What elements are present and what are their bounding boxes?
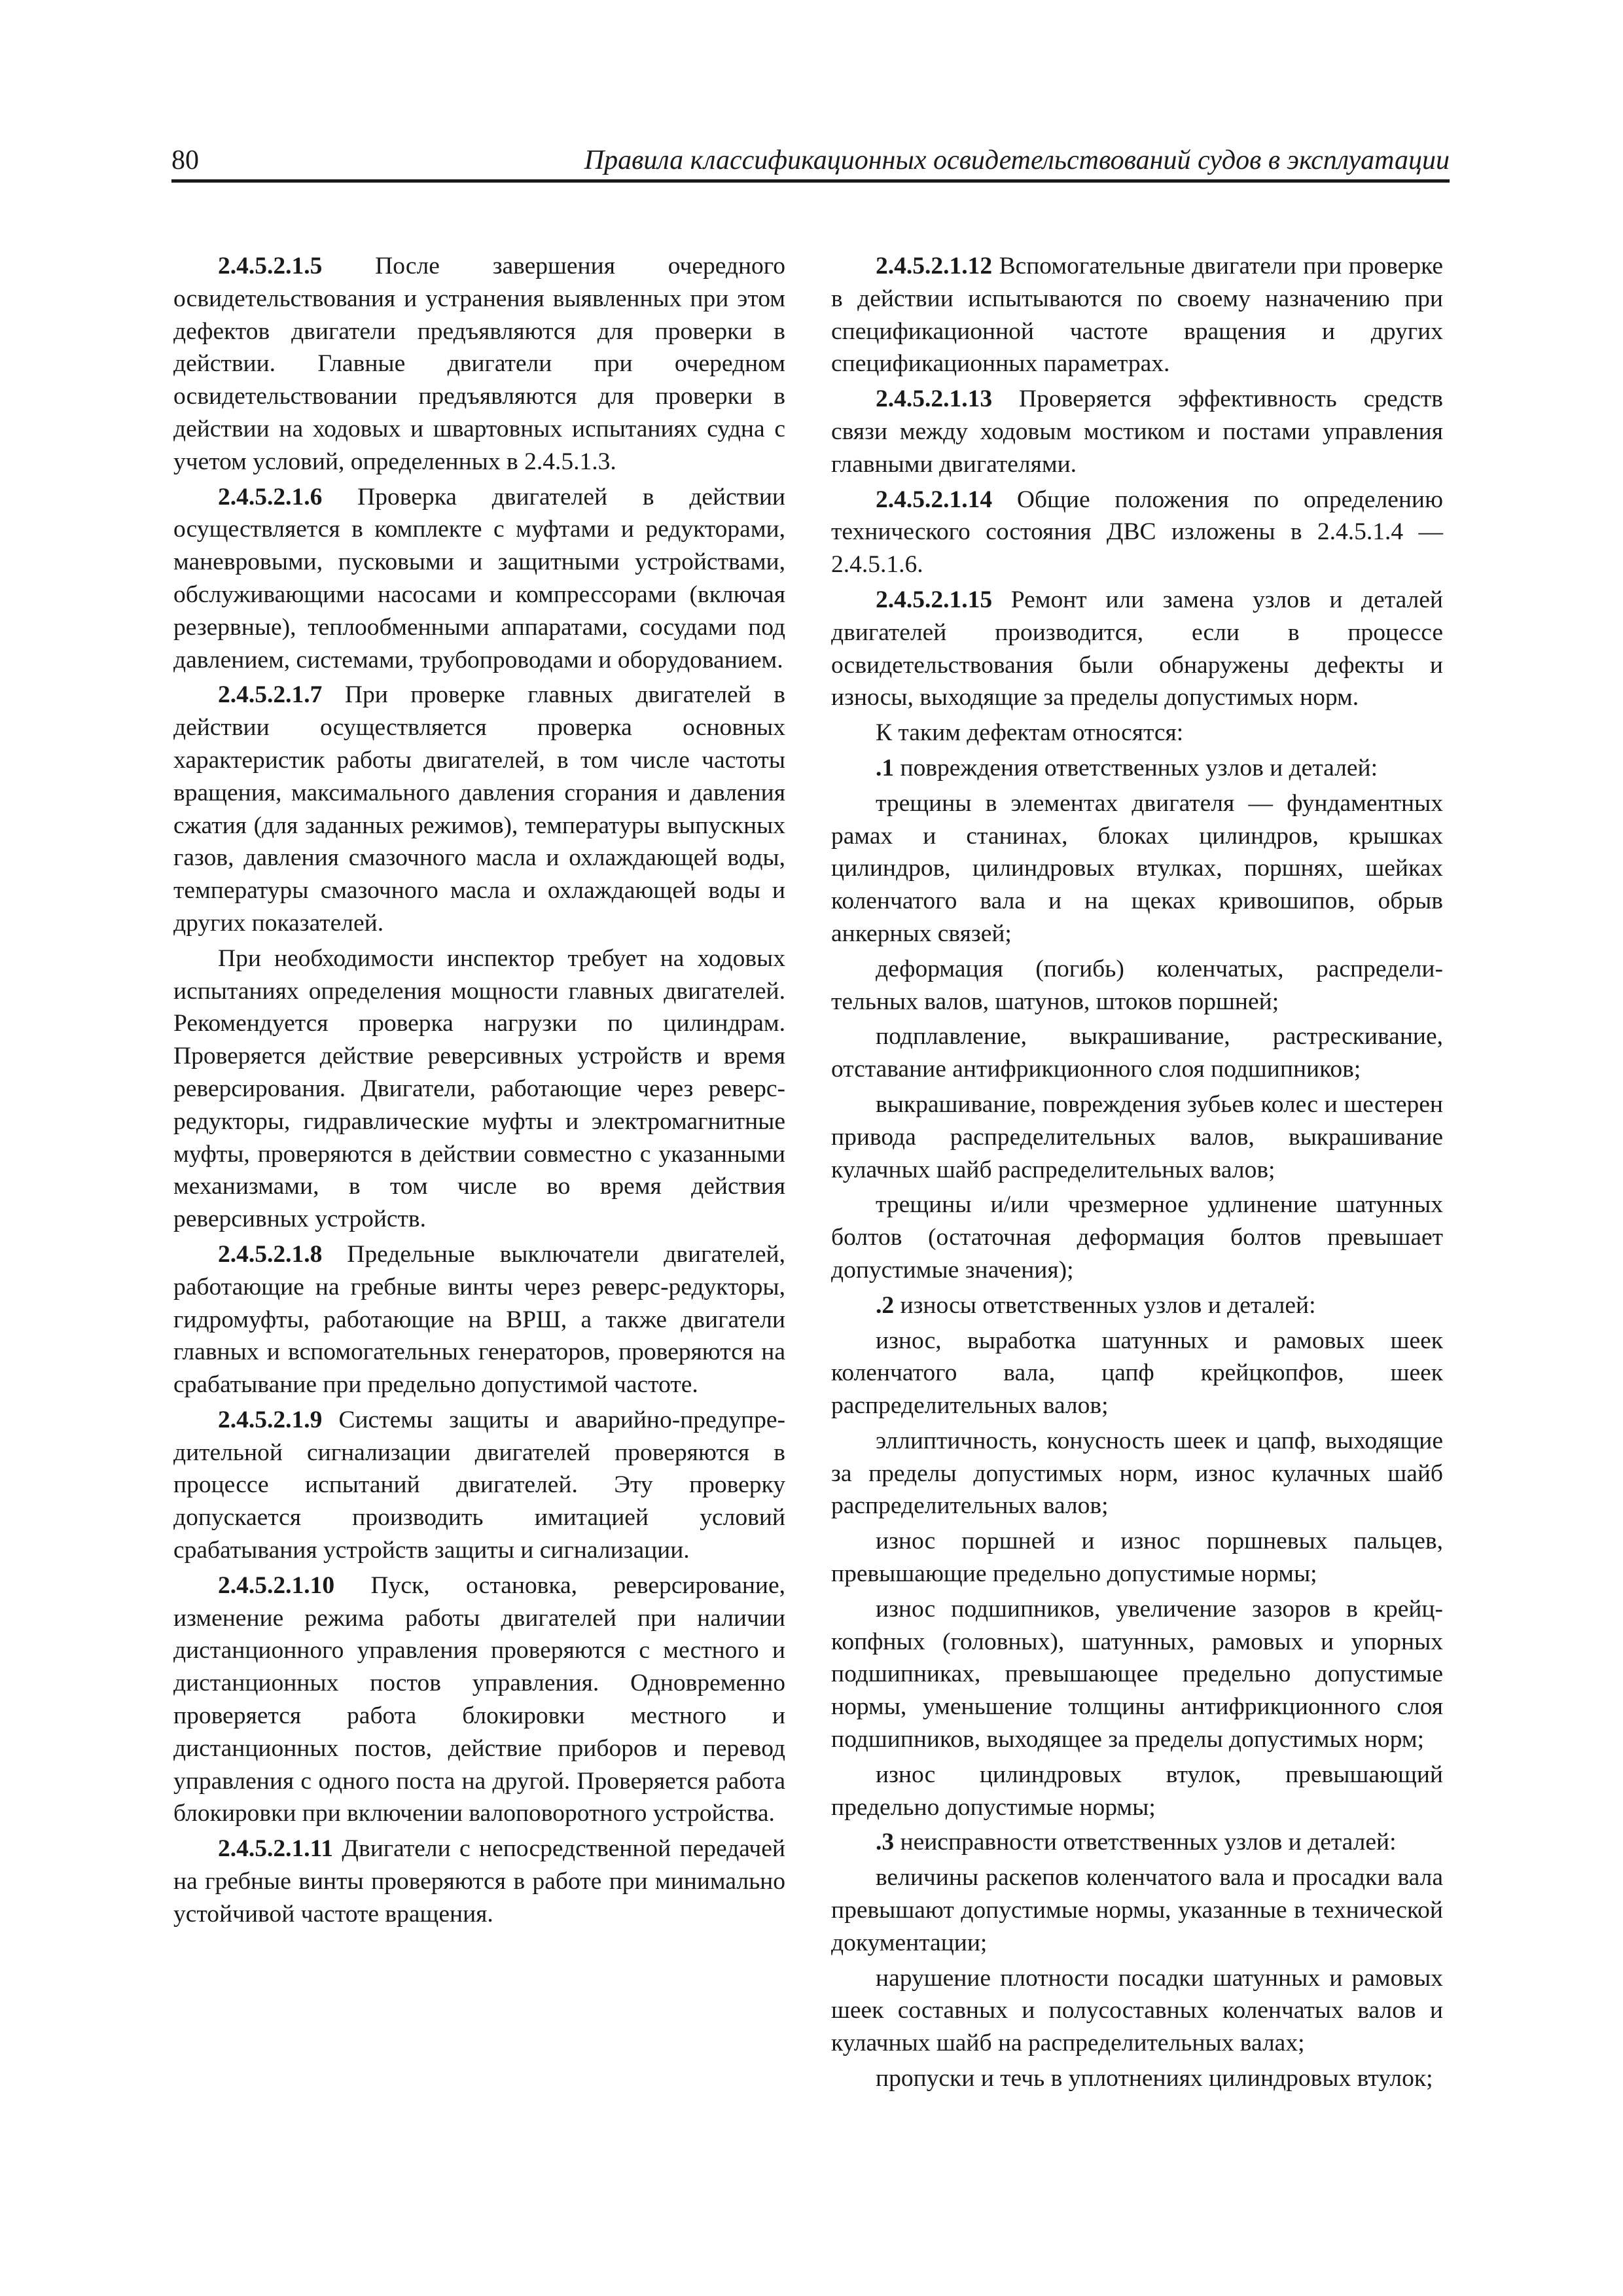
section-reference: 2.4.5.2.1.8 bbox=[218, 1240, 323, 1268]
paragraph-text: износы ответственных узлов и деталей: bbox=[894, 1291, 1316, 1319]
paragraph-text: подплавление, выкрашивание, растрескивание, отставание антифрикционного слоя подшипников; bbox=[831, 1023, 1443, 1083]
paragraph-text: износ цилиндровых втулок, превышающий предельно допустимые нормы; bbox=[831, 1761, 1443, 1821]
paragraph-text: Общие положения по определению технического состояния ДВС изложены в 2.4.5.1.4 — 2.4.5.1.6. bbox=[831, 486, 1443, 579]
list-item-number: .1 bbox=[876, 754, 895, 781]
paragraph-text: После завершения очередного освидетельствования и устранения выявленных при этом дефектов двигатели предъявляются для проверки в действии. Главные двигатели при очередном освидетельствовании предъявляются для проверки в действии на ходовых и швартовных испытаниях судна с учетом условий, определенных в 2.4.5.1.3. bbox=[173, 253, 785, 475]
paragraph-text: трещины и/или чрезмерное удлинение шатунных болтов (остаточная деформация болтов превышает допустимые значения); bbox=[831, 1191, 1443, 1283]
paragraph bbox=[831, 1325, 1443, 1422]
paragraph-text: К таким дефектам относятся: bbox=[876, 719, 1184, 747]
section-reference: 2.4.5.2.1.11 bbox=[218, 1835, 334, 1863]
section-reference: 2.4.5.2.1.14 bbox=[876, 486, 993, 513]
section-reference: 2.4.5.2.1.13 bbox=[876, 386, 993, 413]
paragraph-text: Пуск, остановка, реверсирование, изменение режима работы двигателей при наличии дистанционного управления проверяются с местного и дистанционных постов управления. Одновременно проверяется работа блокировки местного и дистанционных постов, действие приборов и перевод управления с одного поста на другой. Проверяется работа блокировки при включении валоповоротного устройства. bbox=[173, 1571, 785, 1827]
page-number: 80 bbox=[171, 145, 199, 175]
paragraph bbox=[173, 250, 785, 478]
paragraph bbox=[173, 679, 785, 939]
section-reference: 2.4.5.2.1.12 bbox=[876, 253, 993, 279]
paragraph bbox=[173, 1238, 785, 1401]
paragraph-text: деформация (погибь) коленчатых, распределительных валов, шатунов, штоков поршней; bbox=[831, 955, 1443, 1015]
paragraph bbox=[173, 1833, 785, 1930]
paragraph-text: Проверяется эффективность средств связи между ходовым мостиком и постами управления главными двигателями. bbox=[831, 386, 1443, 478]
paragraph bbox=[831, 484, 1443, 581]
paragraph-text: Вспомогательные двигатели при проверке в действии испытываются по своему назначению при спецификационной частоте вращения и других спецификационных параметрах. bbox=[831, 253, 1443, 378]
paragraph-text: эллиптичность, конусность шеек и цапф, выходящие за пределы допустимых норм, износ кулачных шайб распределительных валов; bbox=[831, 1427, 1443, 1520]
paragraph-text: повреждения ответственных узлов и деталей: bbox=[894, 754, 1378, 781]
paragraph-text: износ, выработка шатунных и рамовых шеек коленчатого вала, цапф крейцкопфов, шеек распределительных валов; bbox=[831, 1327, 1443, 1420]
paragraph bbox=[831, 787, 1443, 950]
section-reference: 2.4.5.2.1.7 bbox=[218, 681, 323, 709]
section-reference: 2.4.5.2.1.6 bbox=[218, 483, 323, 511]
paragraph bbox=[831, 1289, 1443, 1322]
paragraph-text: нарушение плотности посадки шатунных и рамовых шеек составных и полусоставных коленчатых валов и кулачных шайб на распределительных валах; bbox=[831, 1964, 1443, 2057]
page-header bbox=[171, 141, 1450, 179]
paragraph-text: износ поршней и износ поршневых пальцев, превышающие предельно допустимые нормы; bbox=[831, 1528, 1443, 1588]
paragraph bbox=[831, 752, 1443, 785]
section-reference: 2.4.5.2.1.10 bbox=[218, 1571, 335, 1599]
header-rule bbox=[171, 179, 1450, 183]
paragraph-text: трещины в элементах двигателя — фундаментных рамах и станинах, блоках цилиндров, крышках цилиндров, цилиндровых втулках, поршнях, шейках коленчатого вала и на щеках кривошипов, обрыв анкерных связей; bbox=[831, 789, 1443, 947]
paragraph bbox=[831, 1759, 1443, 1824]
paragraph bbox=[831, 584, 1443, 714]
section-reference: 2.4.5.2.1.5 bbox=[218, 253, 323, 279]
paragraph bbox=[831, 953, 1443, 1018]
paragraph bbox=[831, 1425, 1443, 1522]
paragraph-text: При проверке главных двигателей в действии осуществляется проверка основных характеристик работы двигателей, в том числе частоты вращения, максимального давления сгорания и давления сжатия (для заданных режимов), температуры выпускных газов, давления смазочного масла и охлаждающей воды, температуры смазочного масла и охлаждающей воды и других показателей. bbox=[173, 681, 785, 937]
paragraph bbox=[173, 1404, 785, 1567]
paragraph bbox=[831, 383, 1443, 480]
running-title: Правила классификационных освидетельствований судов в эксплуатации bbox=[584, 145, 1450, 175]
paragraph bbox=[831, 2062, 1443, 2095]
right-column bbox=[831, 250, 1443, 2095]
paragraph bbox=[831, 1593, 1443, 1756]
paragraph-text: Двигатели с непосредственной передачей на гребные винты проверяются в работе при минимально устойчивой частоте вращения. bbox=[173, 1835, 785, 1928]
paragraph bbox=[173, 942, 785, 1236]
list-item-number: .2 bbox=[876, 1291, 895, 1319]
paragraph-text: выкрашивание, повреждения зубьев колес и шестерен привода распределительных валов, выкрашивание кулачных шайб распределительных валов; bbox=[831, 1090, 1443, 1183]
paragraph-text: При необходимости инспектор требует на ходовых испытаниях определения мощности главных двигателей. Рекомендуется проверка нагрузки по цилиндрам. Проверяется действие реверсивных устройств и время реверсирования. Двигатели, работающие через реверс-редукторы, гидравлические муфты и электромагнитные муфты, проверяются в действии совместно с указанными механизмами, в том числе во время действия реверсивных устройств. bbox=[173, 944, 785, 1233]
paragraph-text: величины раскепов коленчатого вала и просадки вала превышают допустимые нормы, указанные в технической документации; bbox=[831, 1864, 1443, 1956]
paragraph bbox=[831, 1861, 1443, 1959]
paragraph bbox=[173, 1570, 785, 1830]
left-column bbox=[173, 250, 785, 1931]
section-reference: 2.4.5.2.1.15 bbox=[876, 586, 993, 613]
paragraph bbox=[831, 1020, 1443, 1086]
paragraph bbox=[831, 1088, 1443, 1186]
paragraph bbox=[831, 1525, 1443, 1590]
paragraph-text: пропуски и течь в уплотнениях цилиндровых втулок; bbox=[876, 2065, 1433, 2092]
paragraph bbox=[831, 250, 1443, 380]
paragraph bbox=[831, 1826, 1443, 1859]
paragraph-text: Системы защиты и аварийно-предупредительной сигнализации двигателей проверяются в процессе испытаний двигателей. Эту проверку допускается производить имитацией условий срабатывания устройств защиты и сигнализации. bbox=[173, 1406, 785, 1564]
paragraph-text: Проверка двигателей в действии осуществляется в комплекте с муфтами и редукторами, маневровыми, пусковыми и защитными устройствами, обслуживающими насосами и компрессорами (включая резервные), теплообменными аппаратами, сосудами под давлением, системами, трубопроводами и оборудованием. bbox=[173, 483, 785, 673]
paragraph bbox=[831, 1962, 1443, 2060]
paragraph bbox=[831, 1189, 1443, 1286]
paragraph-text: Предельные выключатели двигателей, работающие на гребные винты через реверс-редукторы, гидромуфты, работающие на ВРШ, а также двигатели главных и вспомогательных генераторов, проверяются на срабатывание при предельно допустимой частоте. bbox=[173, 1240, 785, 1399]
paragraph-text: неисправности ответственных узлов и деталей: bbox=[894, 1829, 1397, 1856]
paragraph bbox=[831, 717, 1443, 749]
paragraph-text: износ подшипников, увеличение зазоров в крейцкопфных (головных), шатунных, рамовых и упорных подшипниках, превышающее предельно допустимые нормы, уменьшение толщины антифрикционного слоя подшипников, выходящее за пределы допустимых норм; bbox=[831, 1595, 1443, 1753]
list-item-number: .3 bbox=[876, 1829, 895, 1856]
section-reference: 2.4.5.2.1.9 bbox=[218, 1406, 323, 1433]
paragraph-text: Ремонт или замена узлов и деталей двигателей производится, если в процессе освидетельствования были обнаружены дефекты и износы, выходящие за пределы допустимых норм. bbox=[831, 586, 1443, 711]
paragraph bbox=[173, 481, 785, 677]
